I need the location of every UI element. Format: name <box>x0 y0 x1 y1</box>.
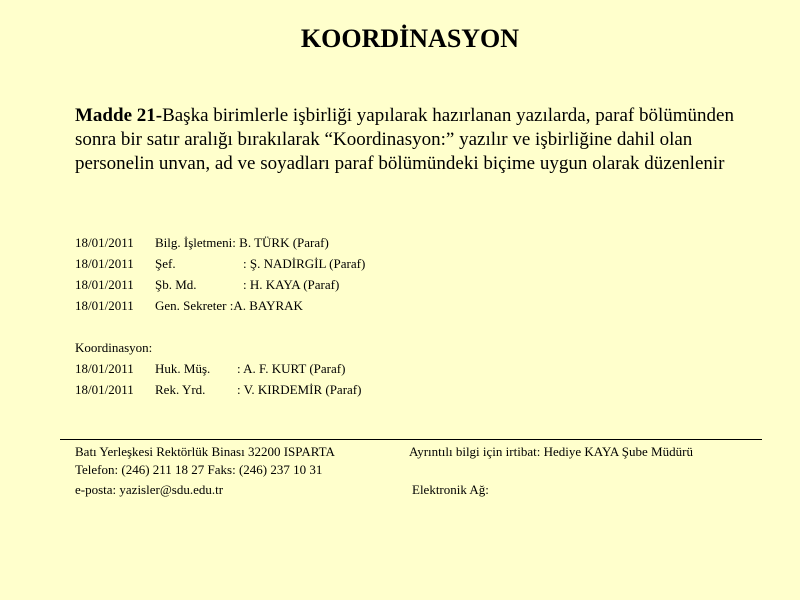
paraf-title: Gen. Sekreter <box>155 298 227 313</box>
koordinasyon-date: 18/01/2011 <box>75 382 134 397</box>
koordinasyon-row <box>75 358 361 379</box>
paraf-row <box>75 295 365 316</box>
paraf-title: Şb. Md. <box>155 277 197 292</box>
koordinasyon-label: Koordinasyon: <box>75 340 153 355</box>
paraf-row <box>75 232 365 253</box>
paraf-date: 18/01/2011 <box>75 277 134 292</box>
paraf-title: Şef. <box>155 256 176 271</box>
footer-email: e-posta: yazisler@sdu.edu.tr <box>75 482 224 497</box>
footer-address-block <box>75 443 335 479</box>
koordinasyon-row <box>75 379 361 400</box>
paraf-row <box>75 274 365 295</box>
paraf-date: 18/01/2011 <box>75 256 134 271</box>
paraf-name: : B. TÜRK (Paraf) <box>232 235 329 250</box>
koordinasyon-date: 18/01/2011 <box>75 361 134 376</box>
paraf-title: Bilg. İşletmeni <box>155 235 233 250</box>
paraf-name: : Ş. NADİRGİL (Paraf) <box>243 256 366 271</box>
footer-info: Ayrıntılı bilgi için irtibat: Hediye KAYA Şube Müdürü <box>409 444 693 459</box>
koordinasyon-title: Rek. Yrd. <box>155 382 206 397</box>
page-title: KOORDİNASYON <box>300 24 520 53</box>
koordinasyon-name: : V. KIRDEMİR (Paraf) <box>237 382 362 397</box>
koordinasyon-list <box>75 337 361 400</box>
article-label: Madde 21- <box>75 105 163 126</box>
koordinasyon-name: : A. F. KURT (Paraf) <box>237 361 346 376</box>
paraf-date: 18/01/2011 <box>75 235 134 250</box>
footer-electronic-network: Elektronik Ağ: <box>412 482 489 497</box>
article-paragraph <box>75 104 745 176</box>
paraf-name: :A. BAYRAK <box>229 298 303 313</box>
article-text: Başka birimlerle işbirliği yapılarak hazırlanan yazılarda, paraf bölümünden sonra bir satır aralığı bırakılarak “Koordinasyon:” yazılır ve işbirliğine dahil olan personelin unvan, ad ve soyadları paraf bölümündeki biçime uygun olarak düzenlenir <box>75 105 734 174</box>
footer-address: Batı Yerleşkesi Rektörlük Binası 32200 ISPARTA <box>75 444 335 459</box>
footer-divider <box>60 439 762 440</box>
footer-phone: Telefon: (246) 211 18 27 Faks: (246) 237 10 31 <box>75 462 323 477</box>
koordinasyon-title: Huk. Müş. <box>155 361 211 376</box>
paraf-row <box>75 253 365 274</box>
paraf-name: : H. KAYA (Paraf) <box>243 277 340 292</box>
paraf-list <box>75 232 365 316</box>
paraf-date: 18/01/2011 <box>75 298 134 313</box>
